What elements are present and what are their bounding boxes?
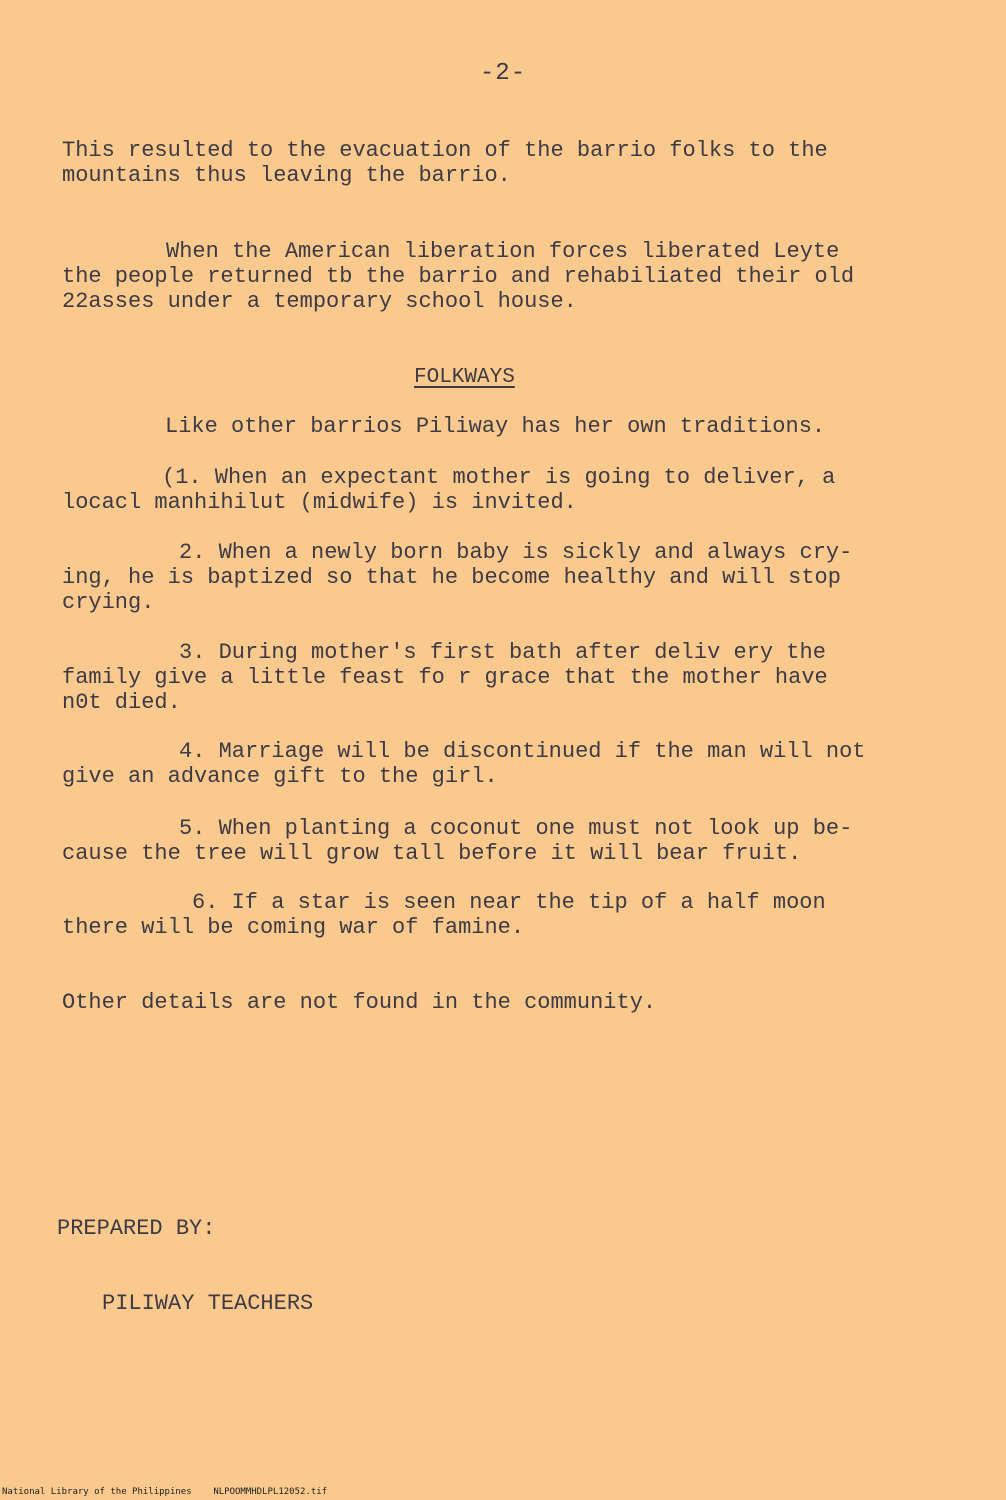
paragraph-evacuation: This resulted to the evacuation of the barrio folks to the mountains thus leaving the barrio. <box>62 138 828 188</box>
prepared-by-label: PREPARED BY: <box>57 1216 216 1241</box>
folkways-heading: FOLKWAYS <box>414 366 515 389</box>
preparer-name: PILIWAY TEACHERS <box>102 1291 314 1316</box>
folkways-intro: Like other barrios Piliway has her own traditions. <box>165 414 826 439</box>
folkway-item-3: 3. During mother's first bath after deliv ery the family give a little feast fo r grace that the mother have n0t died. <box>62 640 828 715</box>
archive-footer: National Library of the Philippines NLPOOMMHDLPL12052.tif <box>2 1487 328 1497</box>
paragraph-liberation <box>62 214 962 339</box>
folkway-item-2: 2. When a newly born baby is sickly and always cry- ing, he is baptized so that he become healthy and will stop crying. <box>62 540 853 615</box>
closing-statement: Other details are not found in the community. <box>62 990 657 1015</box>
paragraph-liberation-text: When the American liberation forces liberated Leyte the people returned tb the barrio and rehabiliated their old 22asses under a temporary school house. <box>62 239 855 314</box>
folkway-item-6: 6. If a star is seen near the tip of a half moon there will be coming war of famine. <box>62 890 826 940</box>
folkway-item-4: 4. Marriage will be discontinued if the man will not give an advance gift to the girl. <box>62 739 866 789</box>
page-number: -2- <box>479 60 527 87</box>
folkway-item-5: 5. When planting a coconut one must not look up be- cause the tree will grow tall before it will bear fruit. <box>62 816 853 866</box>
folkway-item-1: (1. When an expectant mother is going to deliver, a locacl manhihilut (midwife) is invited. <box>62 465 836 515</box>
